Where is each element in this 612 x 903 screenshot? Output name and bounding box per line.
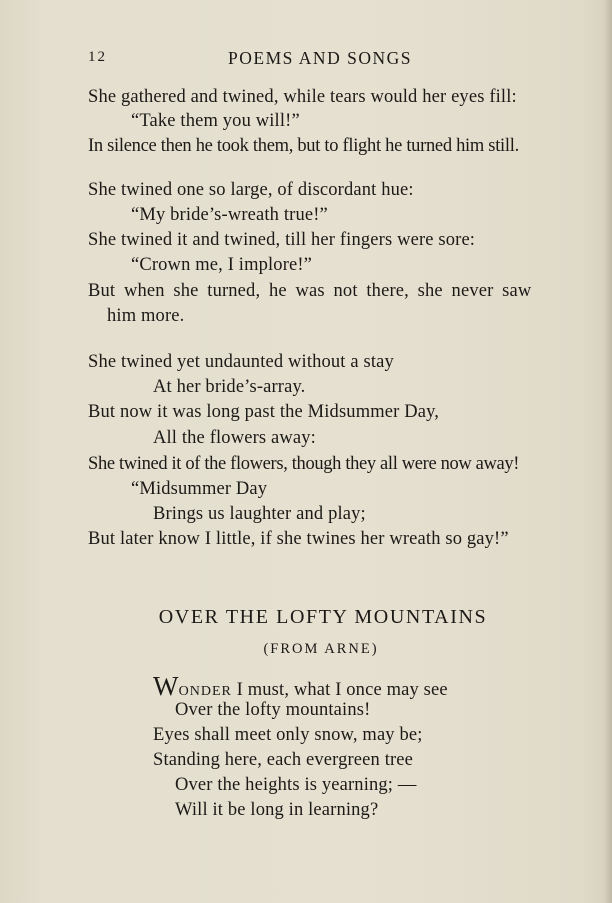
page-edge-shadow [604,0,612,903]
running-title: POEMS AND SONGS [228,48,412,68]
drop-cap: W [153,671,179,701]
poem-line: “My bride’s-wreath true!” [131,205,328,225]
poem-line: But when she turned, he was not there, she never saw [88,281,532,301]
poem-line: Eyes shall meet only snow, may be; [153,725,423,745]
poem-line: Over the heights is yearning; — [175,775,417,795]
poem-subtitle: (FROM ARNE) [263,641,379,657]
poem-line: She twined yet undaunted without a stay [88,352,394,372]
poem-line: Will it be long in learning? [175,800,379,820]
poem-line: She twined one so large, of discordant hue: [88,180,414,200]
page-number: 12 [88,49,107,65]
poem-title: OVER THE LOFTY MOUNTAINS [158,606,488,628]
poem-line: Brings us laughter and play; [153,504,366,524]
poem-line: But now it was long past the Midsummer Day, [88,402,440,422]
poem-line: In silence then he took them, but to flight he turned him still. [88,136,519,156]
poem-line: But later know I little, if she twines her wreath so gay!” [88,529,509,549]
first-line-rest: I must, what I once may see [231,680,448,700]
small-caps-word: ONDER [178,684,232,699]
poem-line: “Take them you will!” [131,111,300,131]
poem-line: She twined it of the flowers, though they all were now away! [88,454,520,474]
poem-line: She twined it and twined, till her fingers were sore: [88,230,476,250]
poem-line: She gathered and twined, while tears would her eyes fill: [88,87,517,107]
poem-line: At her bride’s-array. [153,377,306,397]
poem-line: Over the lofty mountains! [175,700,371,720]
poem-line: him more. [107,306,185,326]
poem-line: “Midsummer Day [131,479,268,499]
poem-line: Standing here, each evergreen tree [153,750,414,770]
poem-line: All the flowers away: [153,428,316,448]
poem-line: “Crown me, I implore!” [131,255,313,275]
